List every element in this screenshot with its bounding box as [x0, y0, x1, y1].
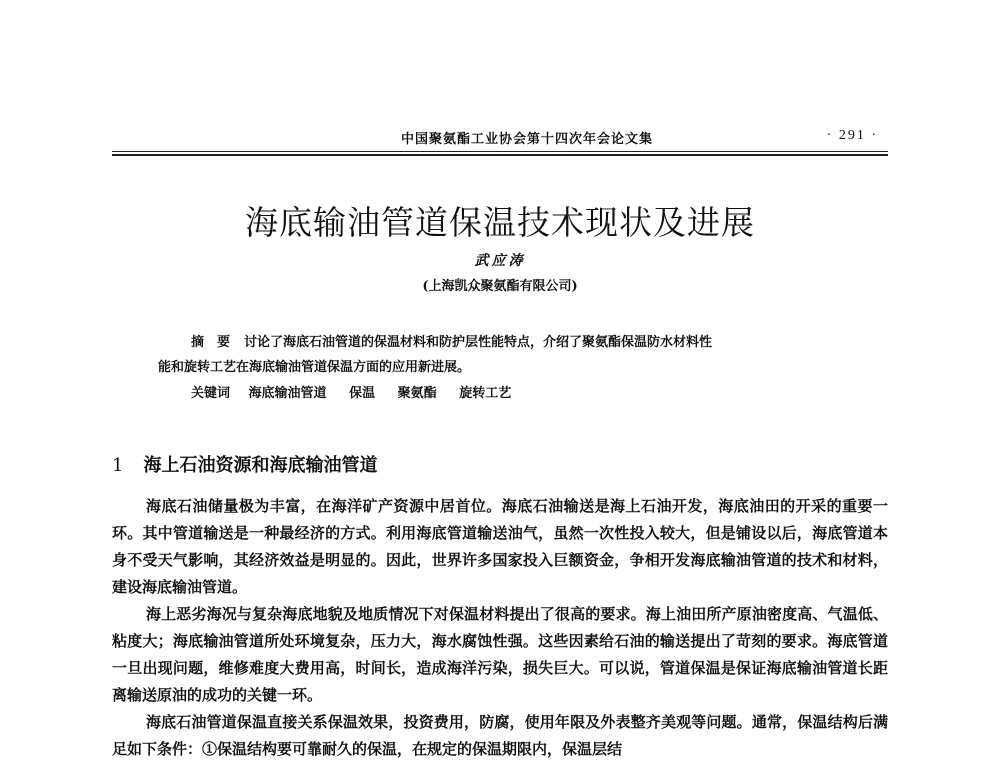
journal-title: 中国聚氨酯工业协会第十四次年会论文集: [400, 132, 653, 147]
header-rule-thin: [112, 151, 888, 152]
abstract-line-1: [158, 330, 858, 355]
abstract-text-1: 讨论了海底石油管道的保温材料和防护层性能特点，介绍了聚氨酯保温防水材料性: [244, 335, 713, 350]
page-number: · 291 ·: [826, 128, 878, 143]
article-title: 海底输油管道保温技术现状及进展: [245, 203, 755, 242]
section-body: [112, 493, 888, 763]
keyword-term: 保温: [349, 386, 376, 401]
keyword-term: 聚氨酯: [397, 386, 437, 401]
keyword-term: 旋转工艺: [459, 386, 512, 401]
section-title: 海上石油资源和海底输油管道: [143, 455, 378, 476]
header-rule-thick: [112, 154, 888, 156]
author-affiliation: (上海凯众聚氨酯有限公司): [422, 279, 578, 294]
body-paragraph: 海上恶劣海况与复杂海底地貌及地质情况下对保温材料提出了很高的要求。海上油田所产原油密度高、气温低、粘度大；海底输油管道所处环境复杂，压力大，海水腐蚀性强。这些因素给石油的输送提出了苛刻的要求。海底管道一旦出现问题，维修难度大费用高，时间长，造成海洋污染，损失巨大。可以说，管道保温是保证海底输油管道长距离输送原油的成功的关键一环。: [112, 605, 888, 704]
keywords-label: 关键词: [191, 386, 231, 401]
abstract: [158, 330, 858, 380]
body-paragraph: 海底石油储量极为丰富，在海洋矿产资源中居首位。海底石油输送是海上石油开发，海底油田的开采的重要一环。其中管道输送是一种最经济的方式。利用海底管道输送油气，虽然一次性投入较大，但是铺设以后，海底管道本身不受天气影响，其经济效益是明显的。因此，世界许多国家投入巨额资金，争相开发海底输油管道的技术和材料，建设海底输油管道。: [112, 497, 888, 596]
section-heading: [112, 451, 888, 477]
abstract-line-2: 能和旋转工艺在海底输油管道保温方面的应用新进展。: [158, 360, 471, 375]
abstract-label: 摘 要: [191, 335, 231, 350]
author-name: 武应涛: [474, 253, 526, 269]
keyword-term: 海底输油管道: [248, 386, 327, 401]
section-number: 1: [112, 455, 124, 476]
body-paragraph: 海底石油管道保温直接关系保温效果，投资费用，防腐，使用年限及外表整齐美观等问题。通常，保温结构后满足如下条件：①保温结构要可靠耐久的保温，在规定的保温期限内，保温层结: [112, 713, 888, 758]
keywords: [191, 382, 851, 401]
running-header: [112, 128, 890, 150]
